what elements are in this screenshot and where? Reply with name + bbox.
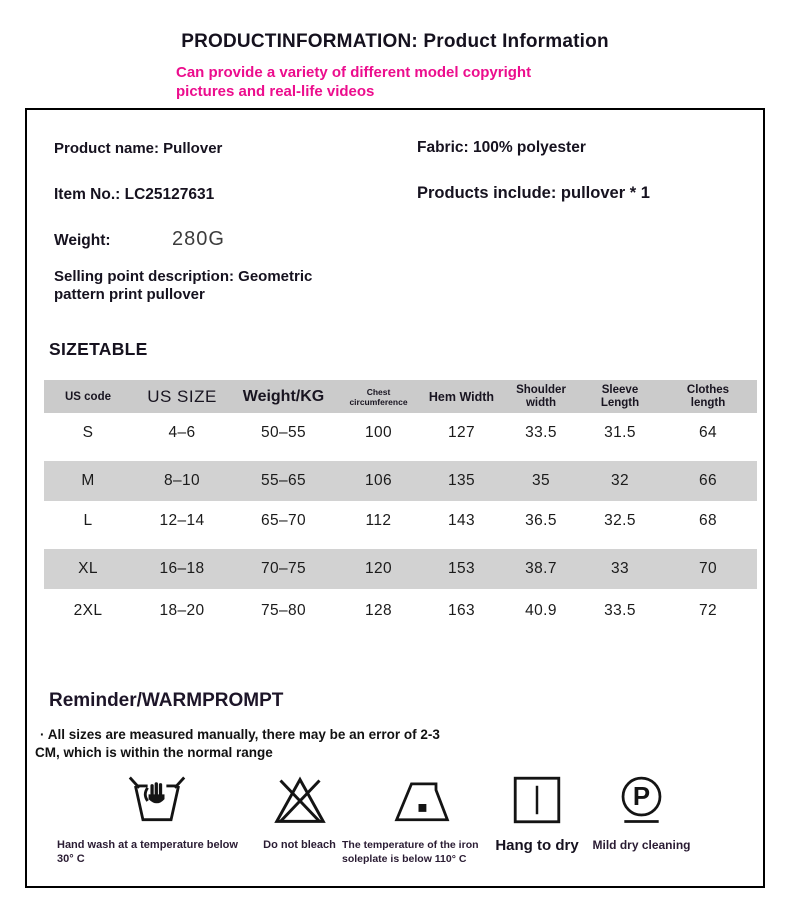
cell: 72 xyxy=(698,602,718,619)
care-label-mild-dry-cleaning: Mild dry cleaning xyxy=(592,838,691,852)
size-row-2xl xyxy=(44,589,757,633)
cell: 40.9 xyxy=(525,602,557,619)
cell: 16–18 xyxy=(132,545,232,589)
size-table-title: SIZETABLE xyxy=(49,339,148,359)
cell: 36.5 xyxy=(525,512,557,530)
hand-wash-icon xyxy=(57,772,257,828)
subtitle-line-1: Can provide a variety of different model copyright xyxy=(176,64,532,81)
cell: 18–20 xyxy=(159,602,205,619)
cell: L xyxy=(83,512,93,530)
column-header-weight: Weight/KG xyxy=(232,380,335,413)
product-name-text: Product name: Pullover xyxy=(54,140,223,157)
cell: 2XL xyxy=(73,602,103,619)
fabric-text: Fabric: 100% polyester xyxy=(417,139,586,156)
selling-point-text: Selling point description: Geometric pattern print pullover xyxy=(54,268,313,303)
cell: 153 xyxy=(422,545,501,589)
cell: 33 xyxy=(581,545,659,589)
care-label-hand-wash: Hand wash at a temperature below 30° C xyxy=(57,839,238,865)
column-header-us-code: US code xyxy=(44,380,132,413)
care-item-hang-to-dry xyxy=(482,772,592,853)
page-title: PRODUCTINFORMATION: Product Information xyxy=(181,31,609,52)
cell: 75–80 xyxy=(260,602,307,619)
cell: 112 xyxy=(365,512,392,530)
size-row-xl xyxy=(44,545,757,589)
care-label-hang-to-dry: Hang to dry xyxy=(495,837,579,854)
cell: 55–65 xyxy=(232,457,335,501)
cell: 65–70 xyxy=(260,512,307,530)
item-number-text: Item No.: LC25127631 xyxy=(54,186,215,203)
weight-value: 280G xyxy=(172,228,225,250)
cell: 70–75 xyxy=(232,545,335,589)
product-info-panel xyxy=(25,108,765,888)
cell: 135 xyxy=(422,457,501,501)
care-item-do-not-bleach xyxy=(242,772,357,853)
cell: 32.5 xyxy=(604,512,636,530)
column-header-shoulder: Shoulder width xyxy=(501,380,581,413)
cell: S xyxy=(82,424,94,442)
care-item-iron-low-temperature xyxy=(342,772,502,866)
iron-low-temperature-icon xyxy=(342,772,502,828)
cell: 50–55 xyxy=(260,424,307,442)
cell: 32 xyxy=(581,457,659,501)
size-row-l xyxy=(44,501,757,545)
do-not-bleach-icon xyxy=(242,772,357,828)
cell: 66 xyxy=(659,457,757,501)
reminder-title: Reminder/WARMPROMPT xyxy=(49,690,284,711)
cell: 64 xyxy=(698,424,718,442)
cell: 128 xyxy=(364,602,393,619)
subtitle-line-2: pictures and real-life videos xyxy=(176,83,375,100)
cell: 127 xyxy=(447,424,476,442)
column-header-clothes: Clothes length xyxy=(659,380,757,413)
cell: 120 xyxy=(335,545,422,589)
column-header-us-size: US SIZE xyxy=(132,380,232,413)
cell: 8–10 xyxy=(132,457,232,501)
cell: 68 xyxy=(698,512,718,530)
cell: XL xyxy=(44,545,132,589)
cell: 31.5 xyxy=(604,424,636,442)
cell: 35 xyxy=(501,457,581,501)
mild-dry-cleaning-icon xyxy=(579,772,704,828)
hang-to-dry-icon xyxy=(482,772,592,828)
cell: 33.5 xyxy=(525,424,557,442)
size-row-s xyxy=(44,413,757,457)
cell: 4–6 xyxy=(168,424,196,442)
reminder-text xyxy=(35,726,440,762)
column-header-chest: Chest circumference xyxy=(335,380,422,413)
cell: 106 xyxy=(335,457,422,501)
size-table xyxy=(44,380,757,633)
cell: M xyxy=(44,457,132,501)
cell: 12–14 xyxy=(159,512,205,530)
svg-text:P: P xyxy=(632,783,651,812)
care-item-hand-wash xyxy=(57,772,257,866)
care-label-iron: The temperature of the iron soleplate is below 110° C xyxy=(342,839,479,865)
cell: 70 xyxy=(659,545,757,589)
reminder-line-1: · All sizes are measured manually, there may be an error of 2-3 xyxy=(40,727,440,742)
size-row-m xyxy=(44,457,757,501)
size-table-header-row xyxy=(44,380,757,413)
care-item-mild-dry-cleaning xyxy=(579,772,704,853)
cell: 33.5 xyxy=(604,602,636,619)
cell: 143 xyxy=(447,512,476,530)
column-header-sleeve: Sleeve Length xyxy=(581,380,659,413)
weight-label: Weight: xyxy=(54,232,111,249)
page-subtitle xyxy=(176,63,531,101)
cell: 38.7 xyxy=(501,545,581,589)
column-header-hem: Hem Width xyxy=(422,380,501,413)
cell: 100 xyxy=(364,424,393,442)
cell: 163 xyxy=(447,602,476,619)
reminder-line-2: CM, which is within the normal range xyxy=(35,745,273,760)
products-include-text: Products include: pullover * 1 xyxy=(417,184,650,202)
care-label-do-not-bleach: Do not bleach xyxy=(263,839,336,851)
